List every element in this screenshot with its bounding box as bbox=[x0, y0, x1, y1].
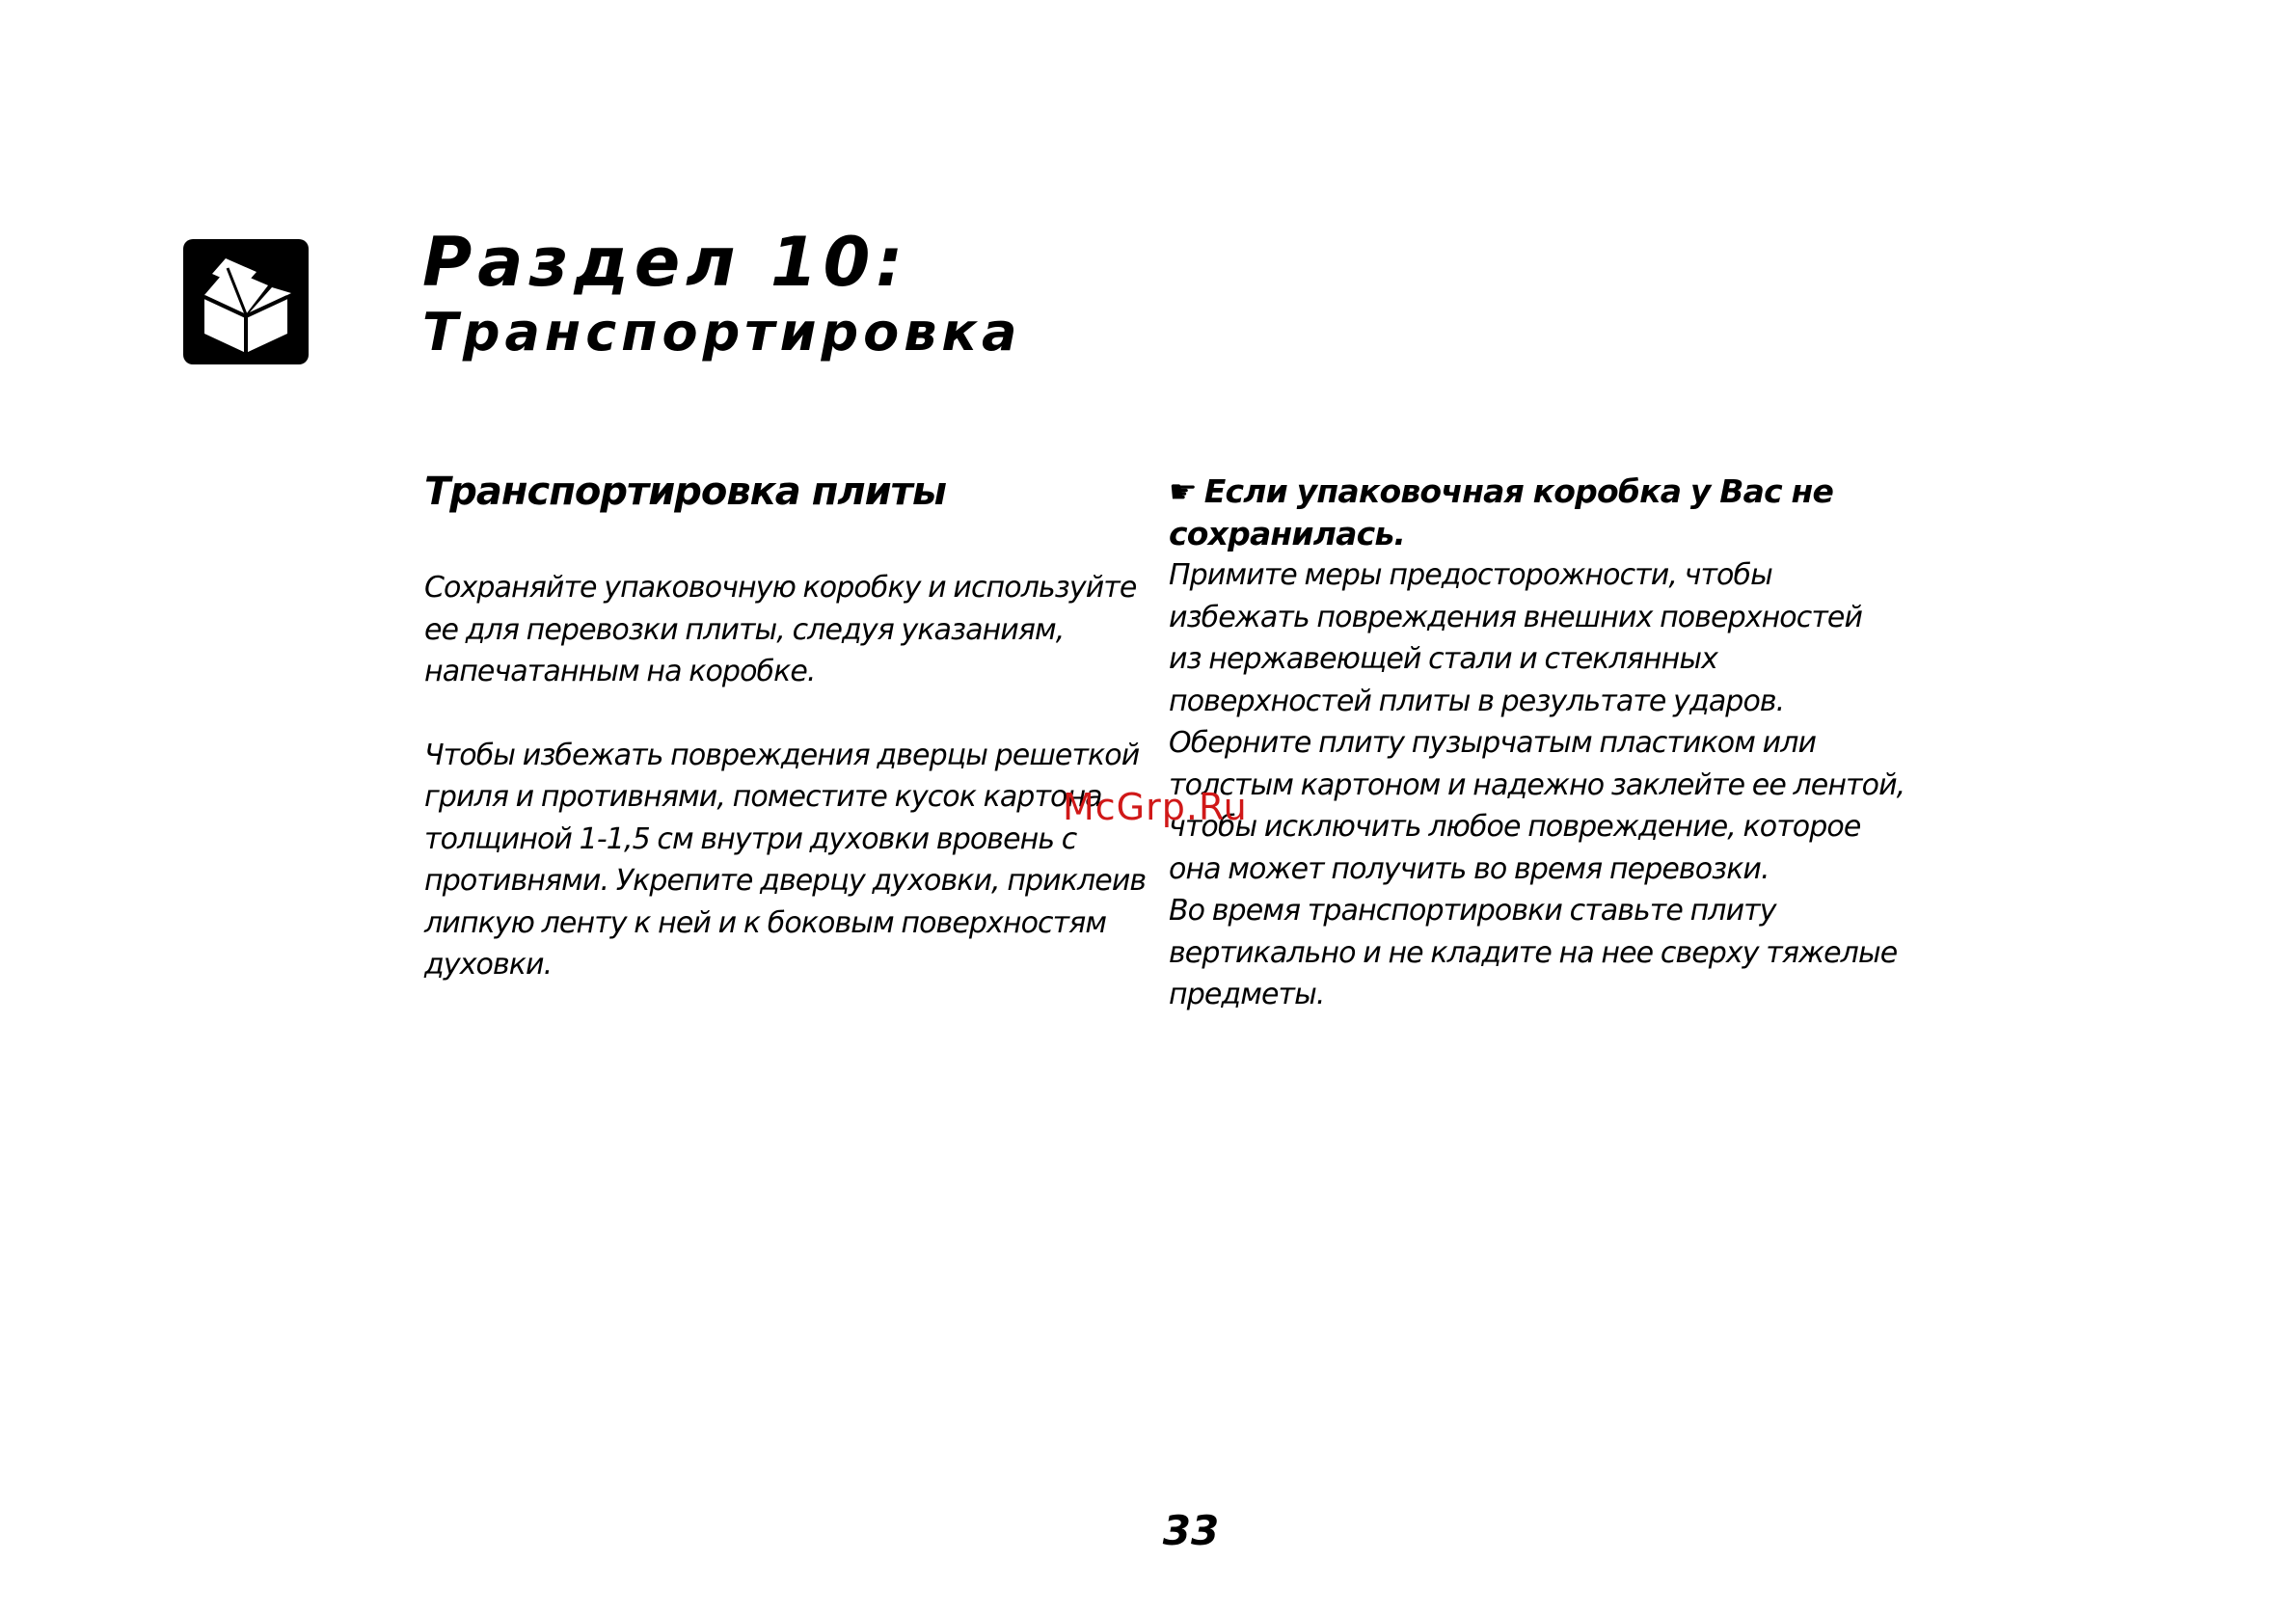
page-number: 33 bbox=[1162, 1507, 1220, 1554]
note-heading-text: Если упаковочная коробка у Вас не сохранилась. bbox=[1169, 472, 1834, 552]
section-label: Раздел 10: bbox=[422, 223, 909, 302]
left-column bbox=[424, 465, 1157, 986]
section-header bbox=[422, 224, 1772, 364]
section-title: Транспортировка bbox=[422, 302, 1022, 363]
paragraph-keep-box: Сохраняйте упаковочную коробку и используйте ее для перевозки плиты, следуя указаниям, напечатанным на коробке. bbox=[424, 571, 1137, 688]
paragraph-no-box: Примите меры предосторожности, чтобы избежать повреждения внешних поверхностей из нержавеющей стали и стеклянных поверхностей плиты в результате ударов. Оберните плиту пузырчатым пластиком или толстым картоном и надежно заклейте ее лентой, чтобы исключить любое повреждение, которое она может получить во время перевозки. Во время транспортировки ставьте плиту вертикально и не кладите на нее сверху тяжелые предметы. bbox=[1169, 558, 1905, 1011]
subsection-heading: Транспортировка плиты bbox=[424, 470, 947, 514]
pointing-hand-icon: ☛ bbox=[1169, 472, 1197, 510]
package-box-icon bbox=[183, 239, 309, 364]
right-column bbox=[1169, 465, 1921, 1016]
watermark: McGrp.Ru bbox=[1063, 786, 1248, 828]
paragraph-protect-door: Чтобы избежать повреждения дверцы решеткой гриля и противнями, поместите кусок картона толщиной 1-1,5 см внутри духовки вровень с противнями. Укрепите дверцу духовки, приклеив липкую ленту к ней и к боковым поверхностям духовки. bbox=[424, 738, 1147, 982]
note-heading bbox=[1169, 471, 1921, 554]
